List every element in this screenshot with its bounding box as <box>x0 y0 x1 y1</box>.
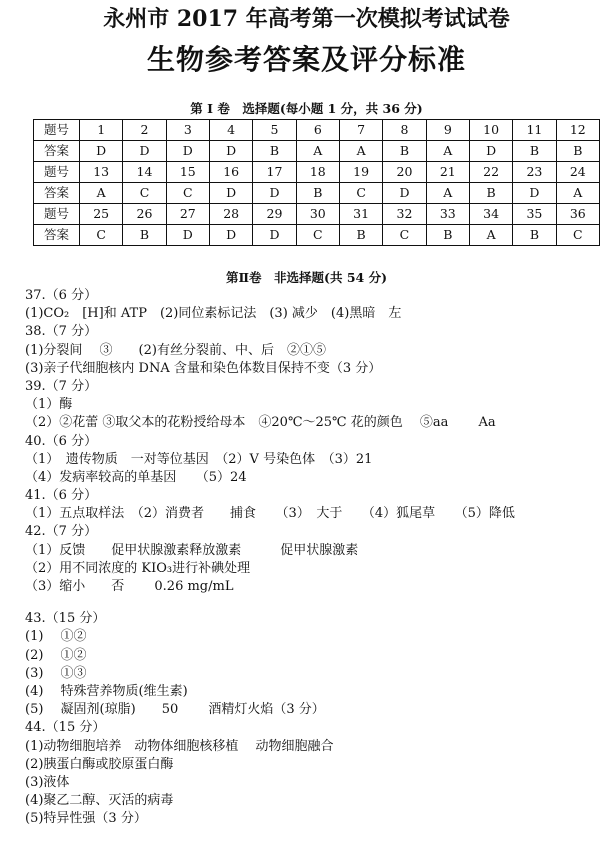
question-number-cell: 5 <box>253 120 296 141</box>
exam-title: 永州市 2017 年高考第一次模拟考试试卷 <box>103 6 510 32</box>
question-number-cell: 24 <box>556 162 599 183</box>
question-header: 41.（6 分） <box>25 488 98 504</box>
answer-cell: A <box>426 183 469 204</box>
answer-cell: A <box>80 183 123 204</box>
question-number-cell: 23 <box>513 162 556 183</box>
answer-cell: D <box>123 141 166 162</box>
question-header: 42.（7 分） <box>25 524 98 540</box>
answer-cell: A <box>426 141 469 162</box>
question-number-cell: 36 <box>556 204 599 225</box>
answer-cell: B <box>513 225 556 246</box>
question-number-cell: 30 <box>296 204 339 225</box>
question-number-cell: 4 <box>209 120 252 141</box>
question-number-cell: 31 <box>339 204 382 225</box>
answer-cell: A <box>556 183 599 204</box>
answer-cell: B <box>253 141 296 162</box>
row-label: 答案 <box>34 141 80 162</box>
question-number-cell: 3 <box>166 120 209 141</box>
answer-line: (3)亲子代细胞核内 DNA 含量和染色体数目保持不变（3 分） <box>25 360 382 376</box>
answer-line: （2）用不同浓度的 KIO₃进行补碘处理 <box>25 560 251 576</box>
answer-cell: C <box>339 183 382 204</box>
answer-line: (1)动物细胞培养 动物体细胞核移植 动物细胞融合 <box>25 738 334 754</box>
question-number-cell: 19 <box>339 162 382 183</box>
answer-cell: D <box>80 141 123 162</box>
answer-line: (2) ①② <box>25 647 87 663</box>
question-header: 38.（7 分） <box>25 324 98 340</box>
answer-cell: D <box>209 225 252 246</box>
answer-cell: B <box>123 225 166 246</box>
answer-cell: A <box>469 225 512 246</box>
answer-line: (4) 特殊营养物质(维生素) <box>25 683 188 699</box>
question-number-cell: 1 <box>80 120 123 141</box>
row-label: 答案 <box>34 225 80 246</box>
answer-cell: B <box>339 225 382 246</box>
question-number-cell: 6 <box>296 120 339 141</box>
question-number-cell: 28 <box>209 204 252 225</box>
answer-cell: B <box>296 183 339 204</box>
question-number-cell: 8 <box>383 120 426 141</box>
answer-cell: D <box>166 225 209 246</box>
question-number-cell: 15 <box>166 162 209 183</box>
answer-cell: B <box>513 141 556 162</box>
answer-cell: C <box>123 183 166 204</box>
question-number-cell: 9 <box>426 120 469 141</box>
row-label: 题号 <box>34 162 80 183</box>
answer-line: (2)胰蛋白酶或胶原蛋白酶 <box>25 756 174 772</box>
table-row-answers <box>34 183 600 204</box>
answer-line: (5) 凝固剂(琼脂) 50 酒精灯火焰（3 分） <box>25 702 325 718</box>
answer-cell: A <box>339 141 382 162</box>
section2-heading: 第Ⅱ卷 非选择题(共 54 分) <box>226 270 387 285</box>
table-row-question-numbers <box>34 120 600 141</box>
answer-cell: C <box>166 183 209 204</box>
answer-cell: D <box>209 183 252 204</box>
question-number-cell: 33 <box>426 204 469 225</box>
answer-cell: B <box>469 183 512 204</box>
answer-line: (5)特异性强（3 分） <box>25 811 147 827</box>
question-number-cell: 7 <box>339 120 382 141</box>
answer-line: (3) ①③ <box>25 665 87 681</box>
section1-heading: 第 I 卷 选择题(每小题 1 分，共 36 分) <box>190 101 423 116</box>
answer-cell: D <box>166 141 209 162</box>
question-number-cell: 27 <box>166 204 209 225</box>
question-header: 40.（6 分） <box>25 433 98 449</box>
row-label: 答案 <box>34 183 80 204</box>
answer-cell: D <box>513 183 556 204</box>
answer-cell: D <box>209 141 252 162</box>
answer-line: (1)CO₂ [H]和 ATP (2)同位素标记法 (3) 减少 (4)黑暗 左 <box>25 306 402 322</box>
question-header: 44.（15 分） <box>25 720 106 736</box>
question-number-cell: 14 <box>123 162 166 183</box>
answer-cell: C <box>296 225 339 246</box>
answer-line: （2）②花蕾 ③取父本的花粉授给母本 ④20℃～25℃ 花的颜色 ⑤aa Aa <box>25 415 496 431</box>
answer-line: （3）缩小 否 0.26 mg/mL <box>25 579 234 594</box>
table-row-answers <box>34 225 600 246</box>
question-number-cell: 26 <box>123 204 166 225</box>
question-number-cell: 17 <box>253 162 296 183</box>
answer-line: (3)液体 <box>25 774 70 790</box>
document-title: 生物参考答案及评分标准 <box>146 43 466 76</box>
answer-cell: C <box>556 225 599 246</box>
answer-lines <box>25 287 605 828</box>
row-label: 题号 <box>34 120 80 141</box>
answer-line: （1）反馈 促甲状腺激素释放激素 促甲状腺激素 <box>25 542 359 558</box>
question-number-cell: 21 <box>426 162 469 183</box>
question-number-cell: 25 <box>80 204 123 225</box>
answer-cell: D <box>383 183 426 204</box>
question-number-cell: 2 <box>123 120 166 141</box>
question-header: 39.（7 分） <box>25 378 98 394</box>
table-row-question-numbers <box>34 204 600 225</box>
answer-line: （4）发病率较高的单基因 （5）24 <box>25 469 247 485</box>
question-number-cell: 34 <box>469 204 512 225</box>
answer-line: (4)聚乙二醇、灭活的病毒 <box>25 793 174 809</box>
question-number-cell: 20 <box>383 162 426 183</box>
answer-line: （1）酶 <box>25 397 73 413</box>
answer-cell: D <box>469 141 512 162</box>
answer-line: （1）五点取样法 （2）消费者 捕食 （3） 大于 （4）狐尾草 （5）降低 <box>25 506 515 522</box>
answer-cell: A <box>296 141 339 162</box>
answer-line: (1)分裂间 ③ (2)有丝分裂前、中、后 ②①⑤ <box>25 342 326 358</box>
answer-cell: D <box>253 225 296 246</box>
question-number-cell: 35 <box>513 204 556 225</box>
answer-cell: D <box>253 183 296 204</box>
answer-line: （1） 遗传物质 一对等位基因 （2）V 号染色体 （3）21 <box>25 451 373 467</box>
table-row-answers <box>34 141 600 162</box>
row-label: 题号 <box>34 204 80 225</box>
question-number-cell: 11 <box>513 120 556 141</box>
question-header: 43.（15 分） <box>25 611 106 627</box>
question-number-cell: 12 <box>556 120 599 141</box>
question-number-cell: 13 <box>80 162 123 183</box>
question-number-cell: 16 <box>209 162 252 183</box>
question-number-cell: 22 <box>469 162 512 183</box>
answer-table <box>33 119 600 246</box>
answer-cell: B <box>426 225 469 246</box>
answer-line: (1) ①② <box>25 629 87 645</box>
answer-cell: B <box>556 141 599 162</box>
answer-cell: C <box>80 225 123 246</box>
answer-cell: C <box>383 225 426 246</box>
question-number-cell: 32 <box>383 204 426 225</box>
question-number-cell: 10 <box>469 120 512 141</box>
question-header: 37.（6 分） <box>25 288 98 303</box>
answer-cell: B <box>383 141 426 162</box>
question-number-cell: 18 <box>296 162 339 183</box>
question-number-cell: 29 <box>253 204 296 225</box>
table-row-question-numbers <box>34 162 600 183</box>
